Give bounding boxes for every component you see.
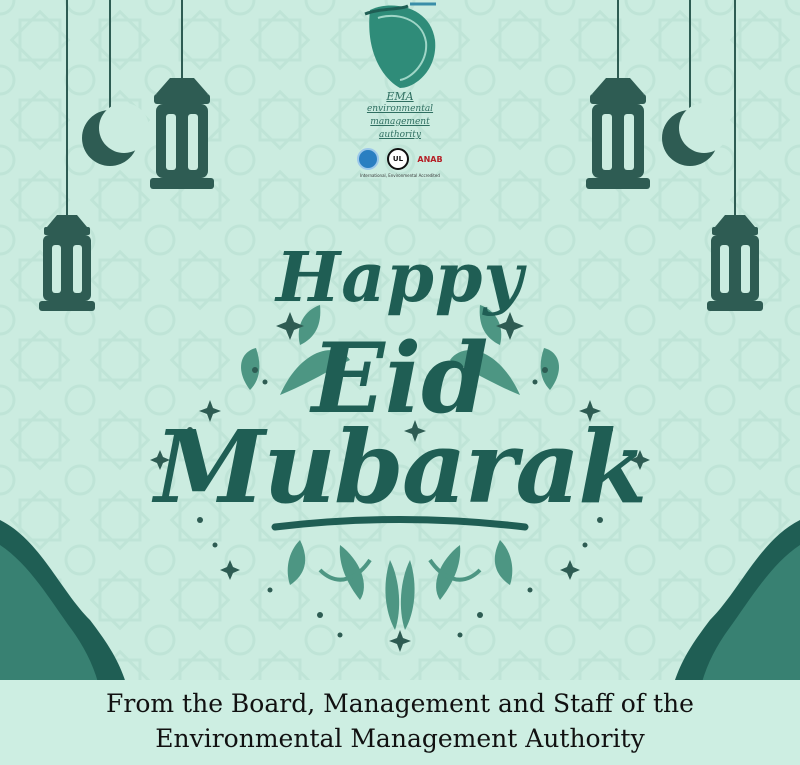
logo-line-2: management [370,117,430,127]
lantern-icon [586,78,650,189]
logo-mark: EMA [386,90,414,103]
ul-badge-icon: UL [387,148,409,170]
certification-badges [340,148,460,170]
crescent-moon-icon [662,103,729,166]
footer-line-1: From the Board, Management and Staff of the [106,689,694,718]
headline-happy: Happy [276,238,524,318]
crescent-moon-icon [82,103,149,166]
globe-badge-icon [357,148,379,170]
logo-fine-print: International, Environmental Accredited [360,173,440,178]
lantern-icon [150,78,214,189]
footer-banner [0,680,800,765]
headline-eid: Eid [311,322,489,435]
ema-leaf-logo-icon [360,0,440,90]
logo-line-1: environmental [366,104,434,114]
logo-line-3: authority [379,130,421,140]
footer-line-2: Environmental Management Authority [155,724,645,753]
headline-mubarak: Mubarak [154,408,646,526]
bottom-flourish [275,520,525,631]
ema-logo [340,0,460,215]
anab-badge-icon: ANAB [417,154,443,164]
